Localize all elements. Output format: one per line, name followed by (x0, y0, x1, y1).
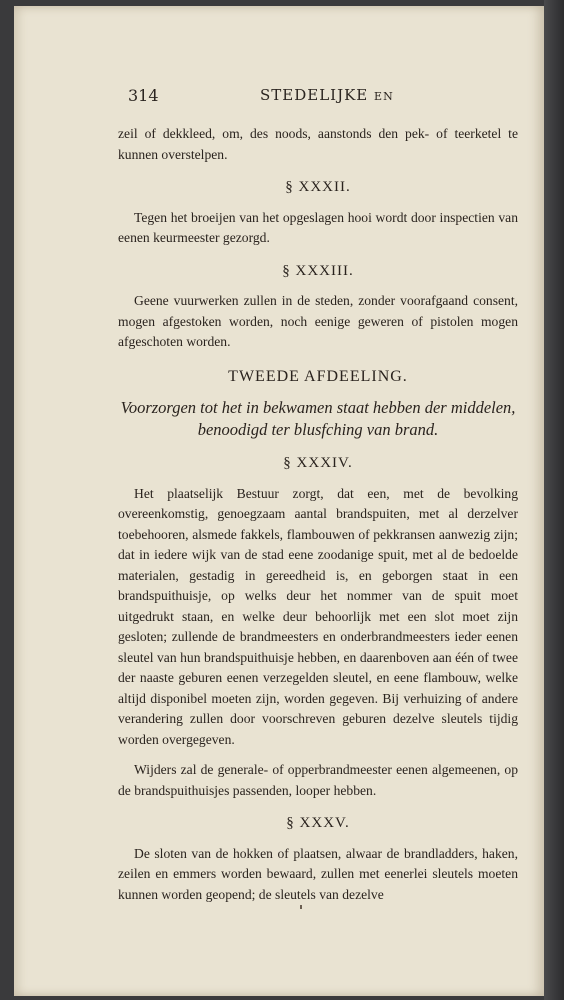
section-35-title: § XXXV. (286, 815, 350, 831)
paragraph-5: Wijders zal de generale- of opperbrandmeester eenen algemeenen, op de brandspuithuisjes passenden, looper hebben. (118, 762, 518, 798)
page-number: 314 (128, 86, 159, 105)
section-32-title: § XXXII. (285, 179, 351, 195)
running-head (260, 86, 394, 104)
paragraph-6: De sloten van de hokken of plaatsen, alwaar de brandladders, haken, zeilen en emmers worden bewaard, zullen met eenerlei sleutels moeten kunnen worden geopend; de sleutels van dezelve (118, 845, 518, 902)
ink-mark (300, 905, 302, 909)
running-head-main: STEDELIJKE (260, 86, 369, 104)
page-edge (544, 0, 564, 1000)
paragraph-3: Geene vuurwerken zullen in de steden, zonder voorafgaand consent, mogen afgestoken worden, noch eenige geweren of pistolen mogen afgeschoten worden. (118, 293, 518, 349)
division-heading: TWEEDE AFDEELING. (228, 367, 408, 385)
section-33-title: § XXXIII. (282, 262, 354, 279)
running-head-small: EN (374, 90, 394, 103)
page-header (100, 80, 520, 110)
paragraph-4: Het plaatselijk Bestuur zorgt, dat een, met de bevolking overeenkomstig, genoegzaam aantal brandspuiten, met al derzelver toebehooren, alsmede fakkels, flambouwen of pekkransen aanwezig zijn; dat in iedere wijk van de stad eene zoodanige spuit, met al de bedoelde materialen, gestadig in gereedheid is, en geborgen staat in een brandspuithuisje, op welks deur het nommer van de spuit moet uitgedrukt staan, en welke deur behoorlijk met een slot moet zijn gesloten; zullende de brandmeesters en onderbrandmeesters ieder eenen sleutel van hun brandspuithuisje hebben, en daarenboven aan één of twee der naaste geburen eenen verzegelden sleutel, en eene flambouw, welke altijd disponibel moeten zijn, worden gegeven. Bij verhuizing of andere verandering zullen door voorschreven geburen dezelve sleutels tijdig worden overgegeven. (118, 485, 518, 747)
section-34-title: § XXXIV. (283, 455, 353, 471)
division-subheading: Voorzorgen tot het in bekwamen staat hebben der middelen, benoodigd ter blusfching van brand. (120, 398, 516, 439)
paragraph-1: zeil of dekkleed, om, des noods, aanstonds den pek- of teerketel te kunnen overstelpen. (118, 126, 518, 162)
page-body (118, 124, 518, 905)
paragraph-2: Tegen het broeijen van het opgeslagen hooi wordt door inspectien van eenen keurmeester gezorgd. (118, 209, 518, 245)
